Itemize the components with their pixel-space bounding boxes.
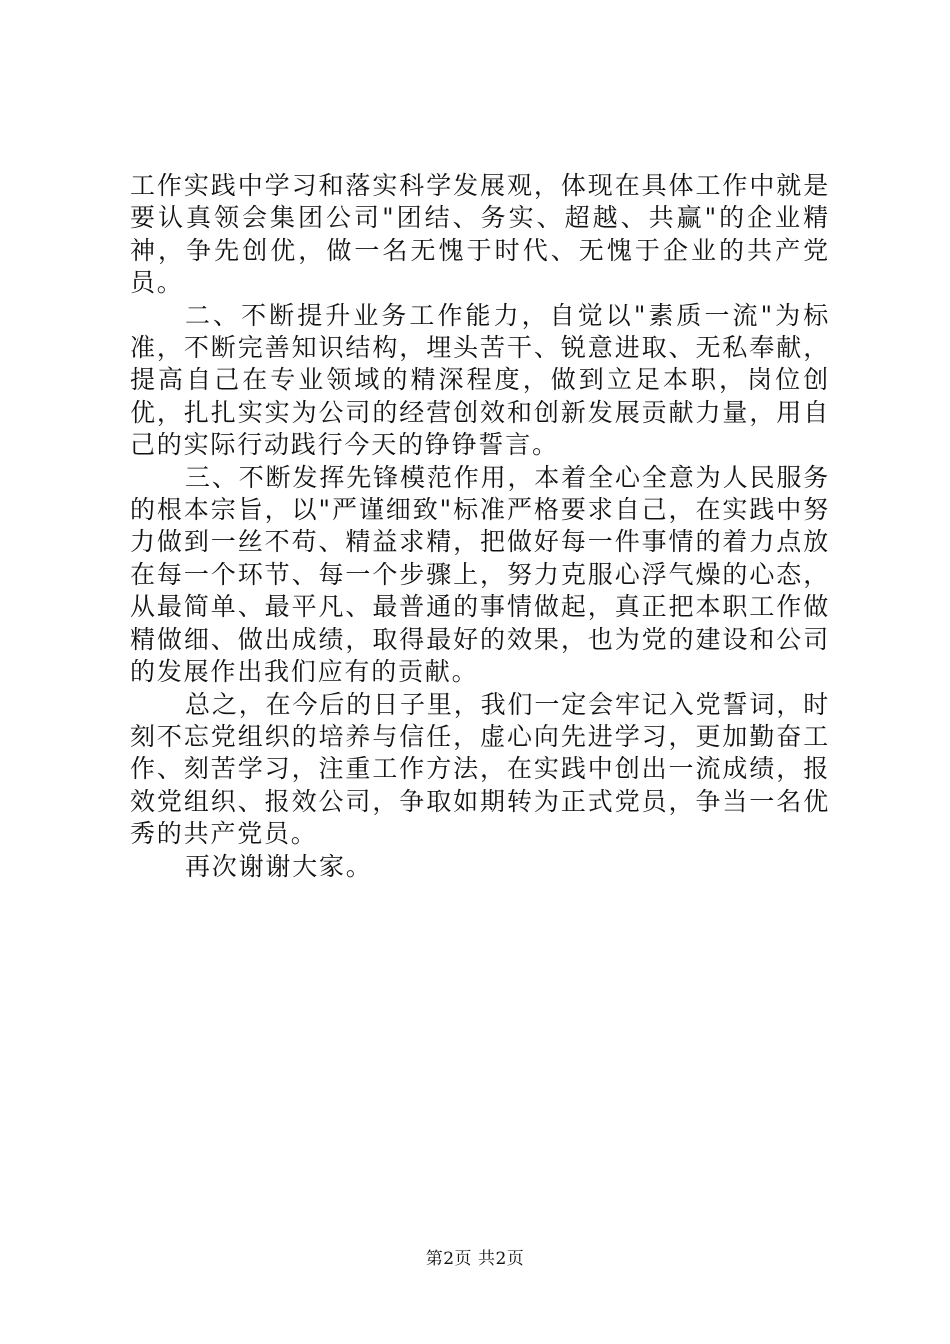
paragraph-point-two: 二、不断提升业务工作能力，自觉以"素质一流"为标准，不断完善知识结构，埋头苦干、锐意进取、无私奉献，提高自己在专业领域的精深程度，做到立足本职，岗位创优，扎扎实实为公司的经营创效和创新发展贡献力量，用自己的实际行动践行今天的铮铮誓言。 [130,300,830,460]
paragraph-point-three: 三、不断发挥先锋模范作用，本着全心全意为人民服务的根本宗旨，以"严谨细致"标准严格要求自己，在实践中努力做到一丝不苟、精益求精，把做好每一件事情的着力点放在每一个环节、每一个步骤上，努力克服心浮气燥的心态，从最简单、最平凡、最普通的事情做起，真正把本职工作做精做细、做出成绩，取得最好的效果，也为党的建设和公司的发展作出我们应有的贡献。 [130,462,830,687]
document-body [130,170,830,883]
paragraph-thanks: 再次谢谢大家。 [185,851,373,881]
paragraph-conclusion: 总之，在今后的日子里，我们一定会牢记入党誓词，时刻不忘党组织的培养与信任，虚心向先进学习，更加勤奋工作、刻苦学习，注重工作方法，在实践中创出一流成绩，报效党组织、报效公司，争取如期转为正式党员，争当一名优秀的共产党员。 [130,689,830,849]
paragraph-intro-continuation: 工作实践中学习和落实科学发展观，体现在具体工作中就是要认真领会集团公司"团结、务实、超越、共赢"的企业精神，争先创优，做一名无愧于时代、无愧于企业的共产党员。 [130,171,830,298]
page-footer: 第2页 共2页 [425,1249,525,1269]
